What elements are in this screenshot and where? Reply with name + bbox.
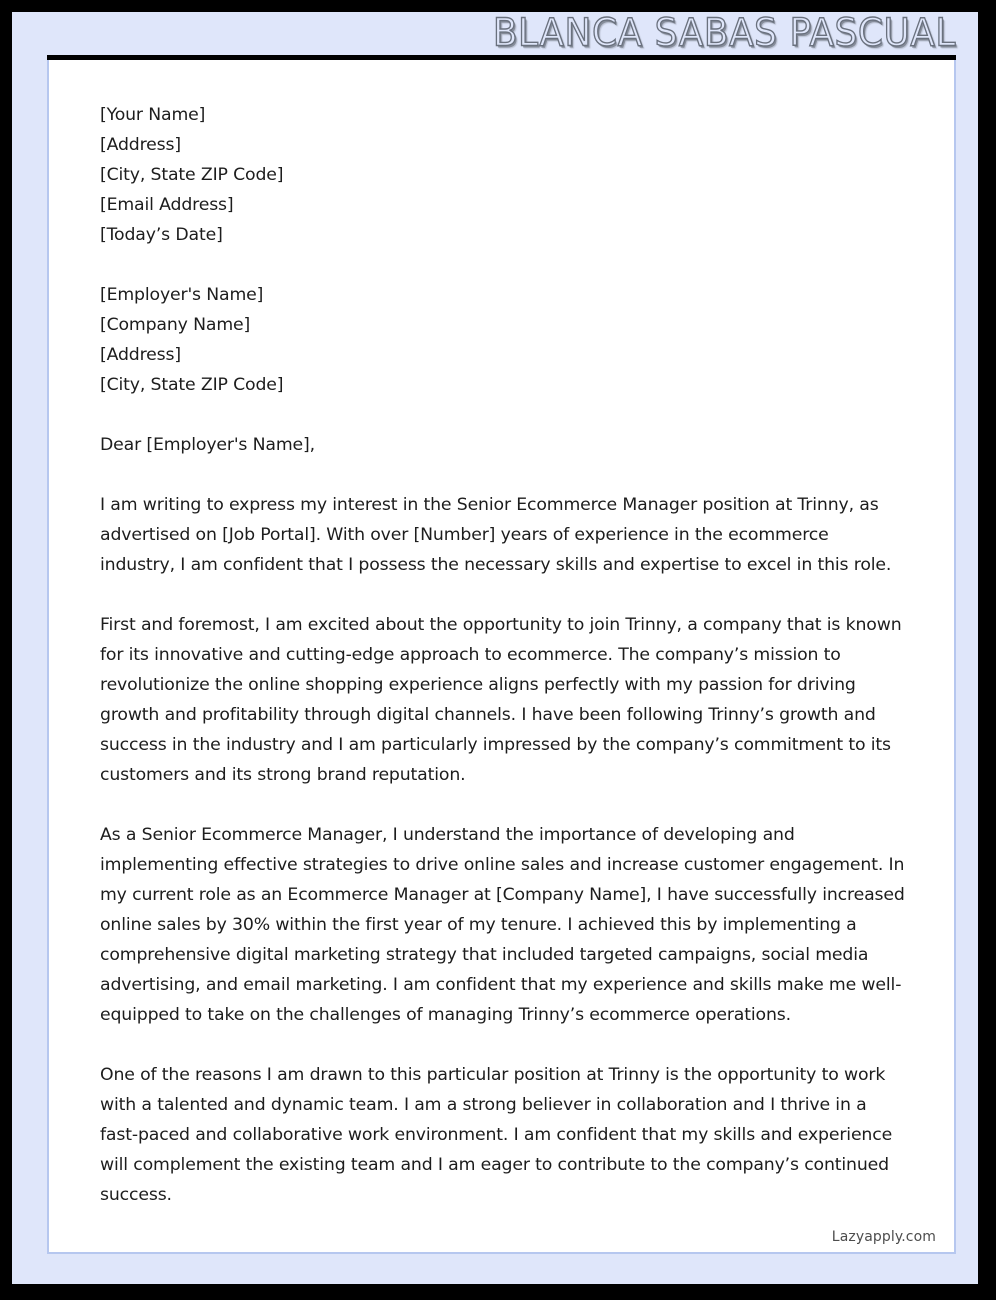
letter-paragraph-3: As a Senior Ecommerce Manager, I understand the importance of developing and implementing effective strategies to drive online sales and increase customer engagement. In my current role as an Ecommerce Manager at [Company Name], I have successfully increased online sales by 30% within the first year of my tenure. I achieved this by implementing a comprehensive digital marketing strategy that included targeted campaigns, social media advertising, and email marketing. I am confident that my experience and skills make me well-equipped to take on the challenges of managing Trinny’s ecommerce operations. — [100, 825, 905, 1025]
letter-body — [49, 60, 954, 1210]
watermark-label: Lazyapply.com — [828, 1228, 940, 1246]
letter-sheet — [47, 60, 956, 1254]
salutation: Dear [Employer's Name], — [100, 435, 315, 455]
page-title: BLANCA SABAS PASCUAL — [492, 12, 956, 55]
letter-paragraph-4: One of the reasons I am drawn to this particular position at Trinny is the opportunity to work with a talented and dynamic team. I am a strong believer in collaboration and I thrive in a fast-paced and collaborative work environment. I am confident that my skills and experience will complement the existing team and I am eager to contribute to the company’s continued success. — [100, 1065, 893, 1205]
spacer-after-sender — [100, 250, 906, 280]
recipient-line-name: [Employer's Name] — [100, 285, 264, 305]
letter-paragraph-1: I am writing to express my interest in the Senior Ecommerce Manager position at Trinny, as advertised on [Job Portal]. With over [Number] years of experience in the ecommerce industry, I am confident that I possess the necessary skills and expertise to excel in this role. — [100, 495, 892, 575]
document-header — [12, 12, 978, 55]
page-background — [12, 12, 978, 1284]
recipient-line-company: [Company Name] — [100, 315, 251, 335]
sender-line-address: [Address] — [100, 135, 181, 155]
recipient-address-block — [100, 280, 906, 400]
spacer-after-recipient — [100, 400, 906, 430]
recipient-line-city: [City, State ZIP Code] — [100, 375, 284, 395]
letter-paragraph-2: First and foremost, I am excited about the opportunity to join Trinny, a company that is known for its innovative and cutting-edge approach to ecommerce. The company’s mission to revolutionize the online shopping experience aligns perfectly with my passion for driving growth and profitability through digital channels. I have been following Trinny’s growth and success in the industry and I am particularly impressed by the company’s commitment to its customers and its strong brand reputation. — [100, 615, 902, 785]
sender-line-date: [Today’s Date] — [100, 225, 223, 245]
sender-line-name: [Your Name] — [100, 105, 206, 125]
spacer-para-3 — [100, 1030, 906, 1060]
spacer-para-1 — [100, 580, 906, 610]
sender-line-city: [City, State ZIP Code] — [100, 165, 284, 185]
spacer-para-2 — [100, 790, 906, 820]
sender-address-block — [100, 100, 906, 250]
recipient-line-address: [Address] — [100, 345, 181, 365]
spacer-after-salutation — [100, 460, 906, 490]
sender-line-email: [Email Address] — [100, 195, 234, 215]
